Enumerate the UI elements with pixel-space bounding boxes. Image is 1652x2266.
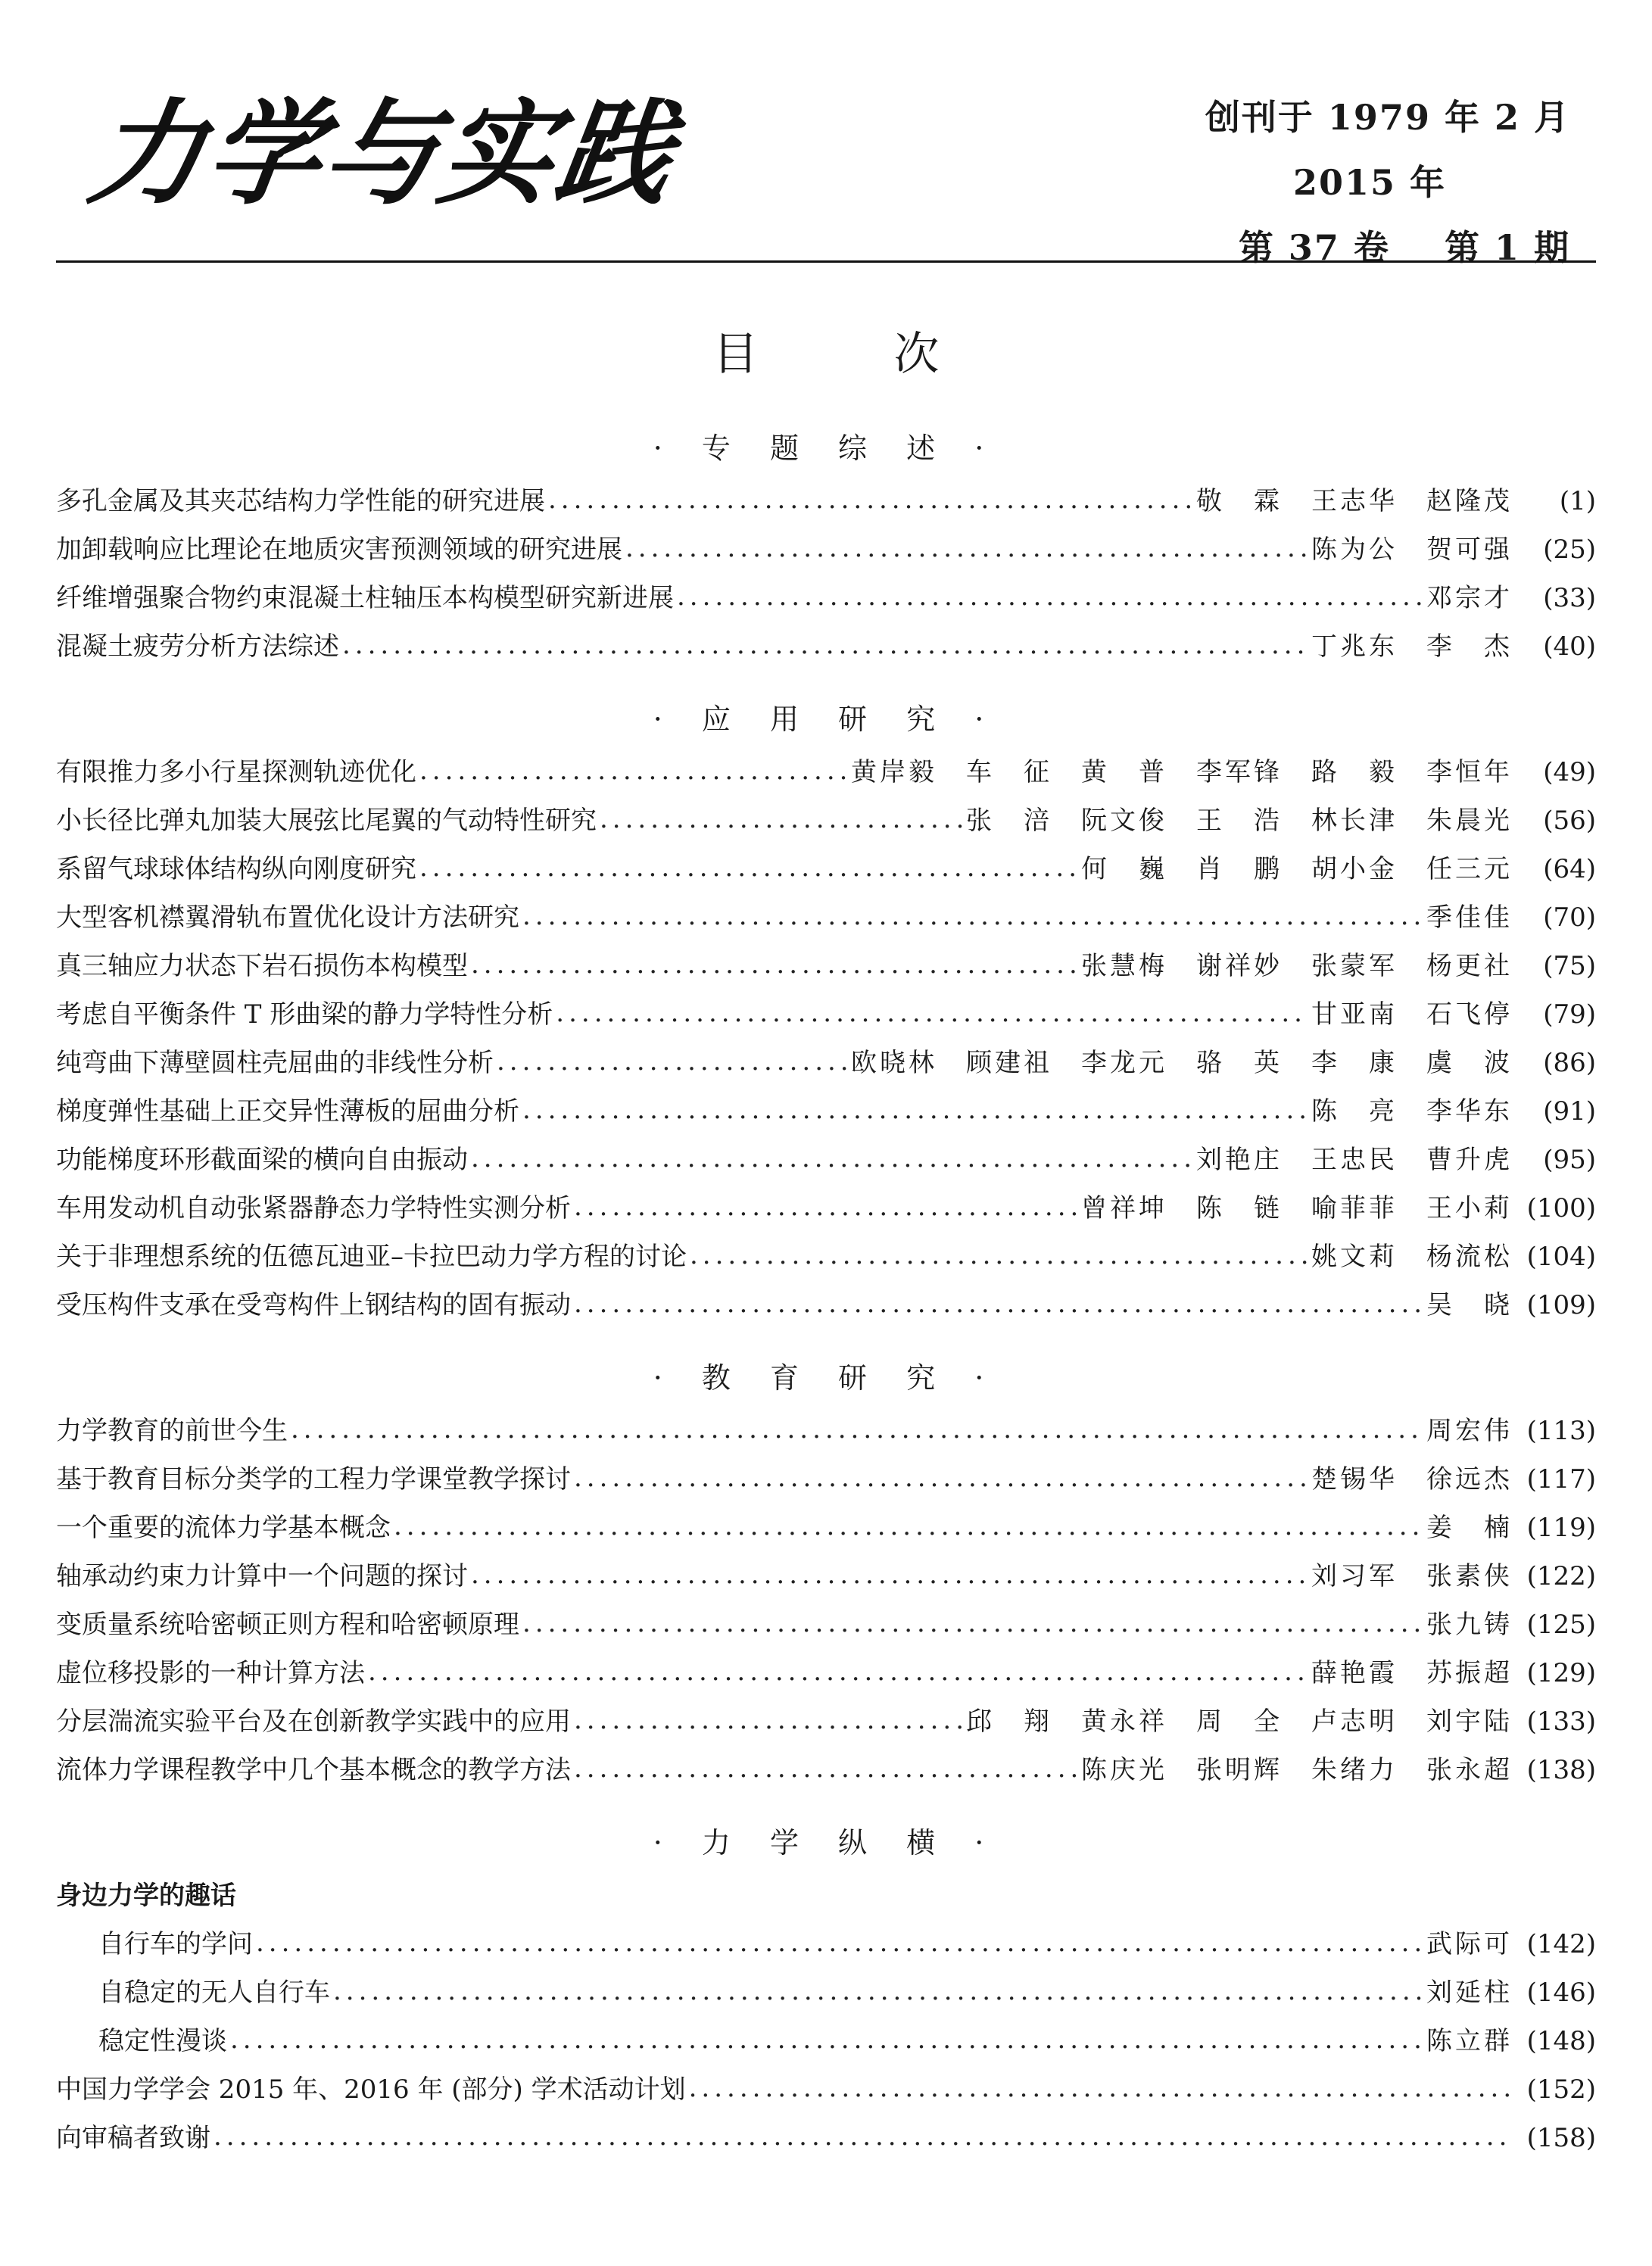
dot-leader [419,747,848,795]
article-authors: 刘习军 张素侠 [1311,1561,1513,1591]
dot-leader [600,795,963,843]
toc-entry[interactable] [56,1233,1596,1281]
toc-entry[interactable] [56,2017,1596,2065]
dot-leader [497,1037,848,1086]
section-gap [56,1329,1596,1354]
article-title[interactable]: 力学教育的前世今生 [56,1416,288,1446]
article-title[interactable]: 向审稿者致谢 [56,2123,210,2153]
toc-entry[interactable] [56,477,1596,525]
article-authors: 甘亚南 石飞停 [1311,999,1513,1030]
subsection-heading: 身边力学的趣话 [56,1881,236,1911]
toc-entry[interactable] [56,1407,1596,1455]
issue-year: 2015 年 [1292,162,1447,203]
article-authors: 陈立群 [1426,2026,1513,2056]
page-number: (138) [1526,1755,1596,1785]
article-authors: 刘延柱 [1426,1978,1513,2008]
section-gap [56,1794,1596,1819]
page-number: (158) [1526,2123,1596,2153]
article-authors: 姜 楠 [1426,1513,1513,1543]
dot-leader [574,1279,1423,1328]
section-gap [56,671,1596,695]
toc-entry[interactable] [56,1504,1596,1552]
toc-entry[interactable] [56,1039,1596,1087]
dot-leader [368,1647,1308,1696]
dot-leader [690,1231,1308,1279]
article-title[interactable]: 纤维增强聚合物约束混凝土柱轴压本构模型研究新进展 [56,583,674,613]
page-number: (95) [1543,1145,1596,1175]
article-title[interactable]: 分层湍流实验平台及在创新教学实践中的应用 [56,1707,571,1737]
article-authors: 武际可 [1426,1929,1513,1959]
article-title[interactable]: 功能梯度环形截面梁的横向自由振动 [56,1145,468,1175]
dot-leader [625,524,1308,572]
toc-entry[interactable] [56,748,1596,796]
article-title[interactable]: 混凝土疲劳分析方法综述 [56,631,339,662]
article-authors: 陈庆光 张明辉 朱绪力 张永超 [1081,1755,1513,1785]
page-number: (129) [1526,1658,1596,1688]
article-title[interactable]: 真三轴应力状态下岩石损伤本构模型 [56,951,468,981]
dot-leader [256,1918,1423,1967]
toc-title: 目 次 [712,328,1000,381]
page-number: (25) [1543,535,1596,565]
article-title[interactable]: 自稳定的无人自行车 [98,1978,330,2008]
page-number: (70) [1543,902,1596,933]
article-authors: 张 涪 阮文俊 王 浩 林长津 朱晨光 [966,806,1513,836]
page-number: (142) [1526,1929,1596,1959]
table-of-contents [56,424,1596,2162]
page-number: (49) [1543,757,1596,787]
article-title[interactable]: 梯度弹性基础上正交异性薄板的屈曲分析 [56,1096,519,1127]
dot-leader [291,1405,1423,1454]
article-authors: 邱 翔 黄永祥 周 全 卢志明 刘宇陆 [966,1707,1513,1737]
toc-entry[interactable] [56,622,1596,671]
dot-leader [471,1551,1308,1599]
article-authors: 刘艳庄 王忠民 曹升虎 [1196,1145,1513,1175]
toc-entry[interactable] [56,796,1596,845]
masthead [0,0,1652,273]
article-authors: 楚锡华 徐远杰 [1311,1464,1513,1495]
dot-leader [214,2112,1510,2161]
section-heading: · 力 学 纵 横 · [653,1826,999,1859]
dot-leader [574,1744,1078,1793]
dot-leader [574,1454,1308,1502]
article-title[interactable]: 虚位移投影的一种计算方法 [56,1658,365,1688]
volume-issue: 第 37 卷 第 1 期 [1238,227,1570,268]
page-number: (148) [1526,2026,1596,2056]
page-number: (91) [1543,1096,1596,1127]
journal-logo: 力学与实践 [81,87,684,220]
article-authors: 敬 霖 王志华 赵隆茂 [1196,486,1513,516]
article-title[interactable]: 中国力学学会 2015 年、2016 年 (部分) 学术活动计划 [56,2074,686,2105]
toc-entry[interactable] [56,1455,1596,1504]
page-number: (122) [1526,1561,1596,1591]
page-number: (75) [1543,951,1596,981]
article-title[interactable]: 纯弯曲下薄壁圆柱壳屈曲的非线性分析 [56,1048,494,1078]
article-authors: 曾祥坤 陈 链 喻菲菲 王小莉 [1081,1193,1513,1223]
header-rule [56,260,1596,263]
article-authors: 陈 亮 李华东 [1311,1096,1513,1127]
dot-leader [394,1502,1423,1551]
article-authors: 周宏伟 [1426,1416,1513,1446]
article-authors: 张九铸 [1426,1610,1513,1640]
toc-entry[interactable] [56,1087,1596,1136]
toc-entry[interactable] [56,525,1596,574]
page-number: (125) [1526,1610,1596,1640]
article-title[interactable]: 大型客机襟翼滑轨布置优化设计方法研究 [56,902,519,933]
toc-entry[interactable] [56,1136,1596,1184]
section-heading: · 专 题 综 述 · [653,432,999,465]
toc-entry[interactable] [56,893,1596,942]
article-authors: 邓宗才 [1426,583,1513,613]
page-number: (146) [1526,1978,1596,2008]
toc-entry[interactable] [56,845,1596,893]
dot-leader [574,1696,963,1744]
page-number: (104) [1526,1242,1596,1272]
page-number: (133) [1526,1707,1596,1737]
toc-entry[interactable] [56,990,1596,1039]
article-title[interactable]: 小长径比弹丸加装大展弦比尾翼的气动特性研究 [56,806,597,836]
toc-entry[interactable] [56,2114,1596,2162]
dot-leader [342,621,1308,669]
dot-leader [548,475,1193,524]
page-number: (113) [1526,1416,1596,1446]
toc-entry[interactable] [56,1649,1596,1697]
page-number: (100) [1526,1193,1596,1223]
dot-leader [333,1967,1423,2015]
dot-leader [471,940,1078,989]
page-number: (152) [1526,2074,1596,2105]
page-number: (33) [1543,583,1596,613]
toc-entry[interactable] [56,2065,1596,2114]
dot-leader [471,1134,1193,1183]
page-number: (79) [1543,999,1596,1030]
dot-leader [574,1183,1078,1231]
page-number: (86) [1543,1048,1596,1078]
toc-entry[interactable] [56,1184,1596,1233]
article-title[interactable]: 一个重要的流体力学基本概念 [56,1513,391,1543]
dot-leader [419,843,1078,892]
page-number: (109) [1526,1290,1596,1320]
article-authors: 薛艳霞 苏振超 [1311,1658,1513,1688]
article-title[interactable]: 流体力学课程教学中几个基本概念的教学方法 [56,1755,571,1785]
dot-leader [677,572,1423,621]
toc-entry[interactable] [56,1968,1596,2017]
page-number: (119) [1526,1513,1596,1543]
article-title[interactable]: 车用发动机自动张紧器静态力学特性实测分析 [56,1193,571,1223]
article-title[interactable]: 关于非理想系统的伍德瓦迪亚–卡拉巴动力学方程的讨论 [56,1242,687,1272]
article-authors: 丁兆东 李 杰 [1311,631,1513,662]
toc-entry[interactable] [56,1552,1596,1601]
article-title[interactable]: 加卸载响应比理论在地质灾害预测领域的研究进展 [56,535,622,565]
page-number: (117) [1526,1464,1596,1495]
section-heading: · 教 育 研 究 · [653,1361,999,1395]
article-title[interactable]: 多孔金属及其夹芯结构力学性能的研究进展 [56,486,545,516]
page-number: (1) [1559,486,1596,516]
article-title[interactable]: 轴承动约束力计算中一个问题的探讨 [56,1561,468,1591]
article-title[interactable]: 系留气球球体结构纵向刚度研究 [56,854,416,884]
toc-entry[interactable] [56,1746,1596,1794]
toc-entry[interactable] [56,1697,1596,1746]
article-title[interactable]: 受压构件支承在受弯构件上钢结构的固有振动 [56,1290,571,1320]
article-authors: 姚文莉 杨流松 [1311,1242,1513,1272]
article-authors: 季佳佳 [1426,902,1513,933]
founded-date: 创刊于 1979 年 2 月 [1205,97,1570,138]
article-authors: 何 巍 肖 鹏 胡小金 任三元 [1081,854,1513,884]
article-authors: 吴 晓 [1426,1290,1513,1320]
toc-entry[interactable] [56,1920,1596,1968]
dot-leader [230,2015,1423,2064]
page-number: (40) [1543,631,1596,662]
article-title[interactable]: 自行车的学问 [98,1929,253,1959]
dot-leader [689,2064,1510,2112]
issue-info [1116,85,1570,280]
article-title[interactable]: 变质量系统哈密顿正则方程和哈密顿原理 [56,1610,519,1640]
section-heading: · 应 用 研 究 · [653,703,999,736]
article-authors: 黄岸毅 车 征 黄 普 李军锋 路 毅 李恒年 [851,757,1513,787]
article-title[interactable]: 有限推力多小行星探测轨迹优化 [56,757,416,787]
page-number: (64) [1543,854,1596,884]
article-authors: 欧晓林 顾建祖 李龙元 骆 英 李 康 虞 波 [851,1048,1513,1078]
dot-leader [522,1086,1308,1134]
toc-entry[interactable] [56,1281,1596,1329]
dot-leader [522,892,1423,940]
dot-leader [556,989,1308,1037]
toc-entry[interactable] [56,942,1596,990]
article-authors: 张慧梅 谢祥妙 张蒙军 杨更社 [1081,951,1513,981]
dot-leader [522,1599,1423,1647]
article-authors: 陈为公 贺可强 [1311,535,1513,565]
page-number: (56) [1543,806,1596,836]
article-title[interactable]: 稳定性漫谈 [98,2026,227,2056]
toc-entry[interactable] [56,1601,1596,1649]
article-title[interactable]: 考虑自平衡条件 T 形曲梁的静力学特性分析 [56,999,553,1030]
article-title[interactable]: 基于教育目标分类学的工程力学课堂教学探讨 [56,1464,571,1495]
toc-entry[interactable] [56,574,1596,622]
